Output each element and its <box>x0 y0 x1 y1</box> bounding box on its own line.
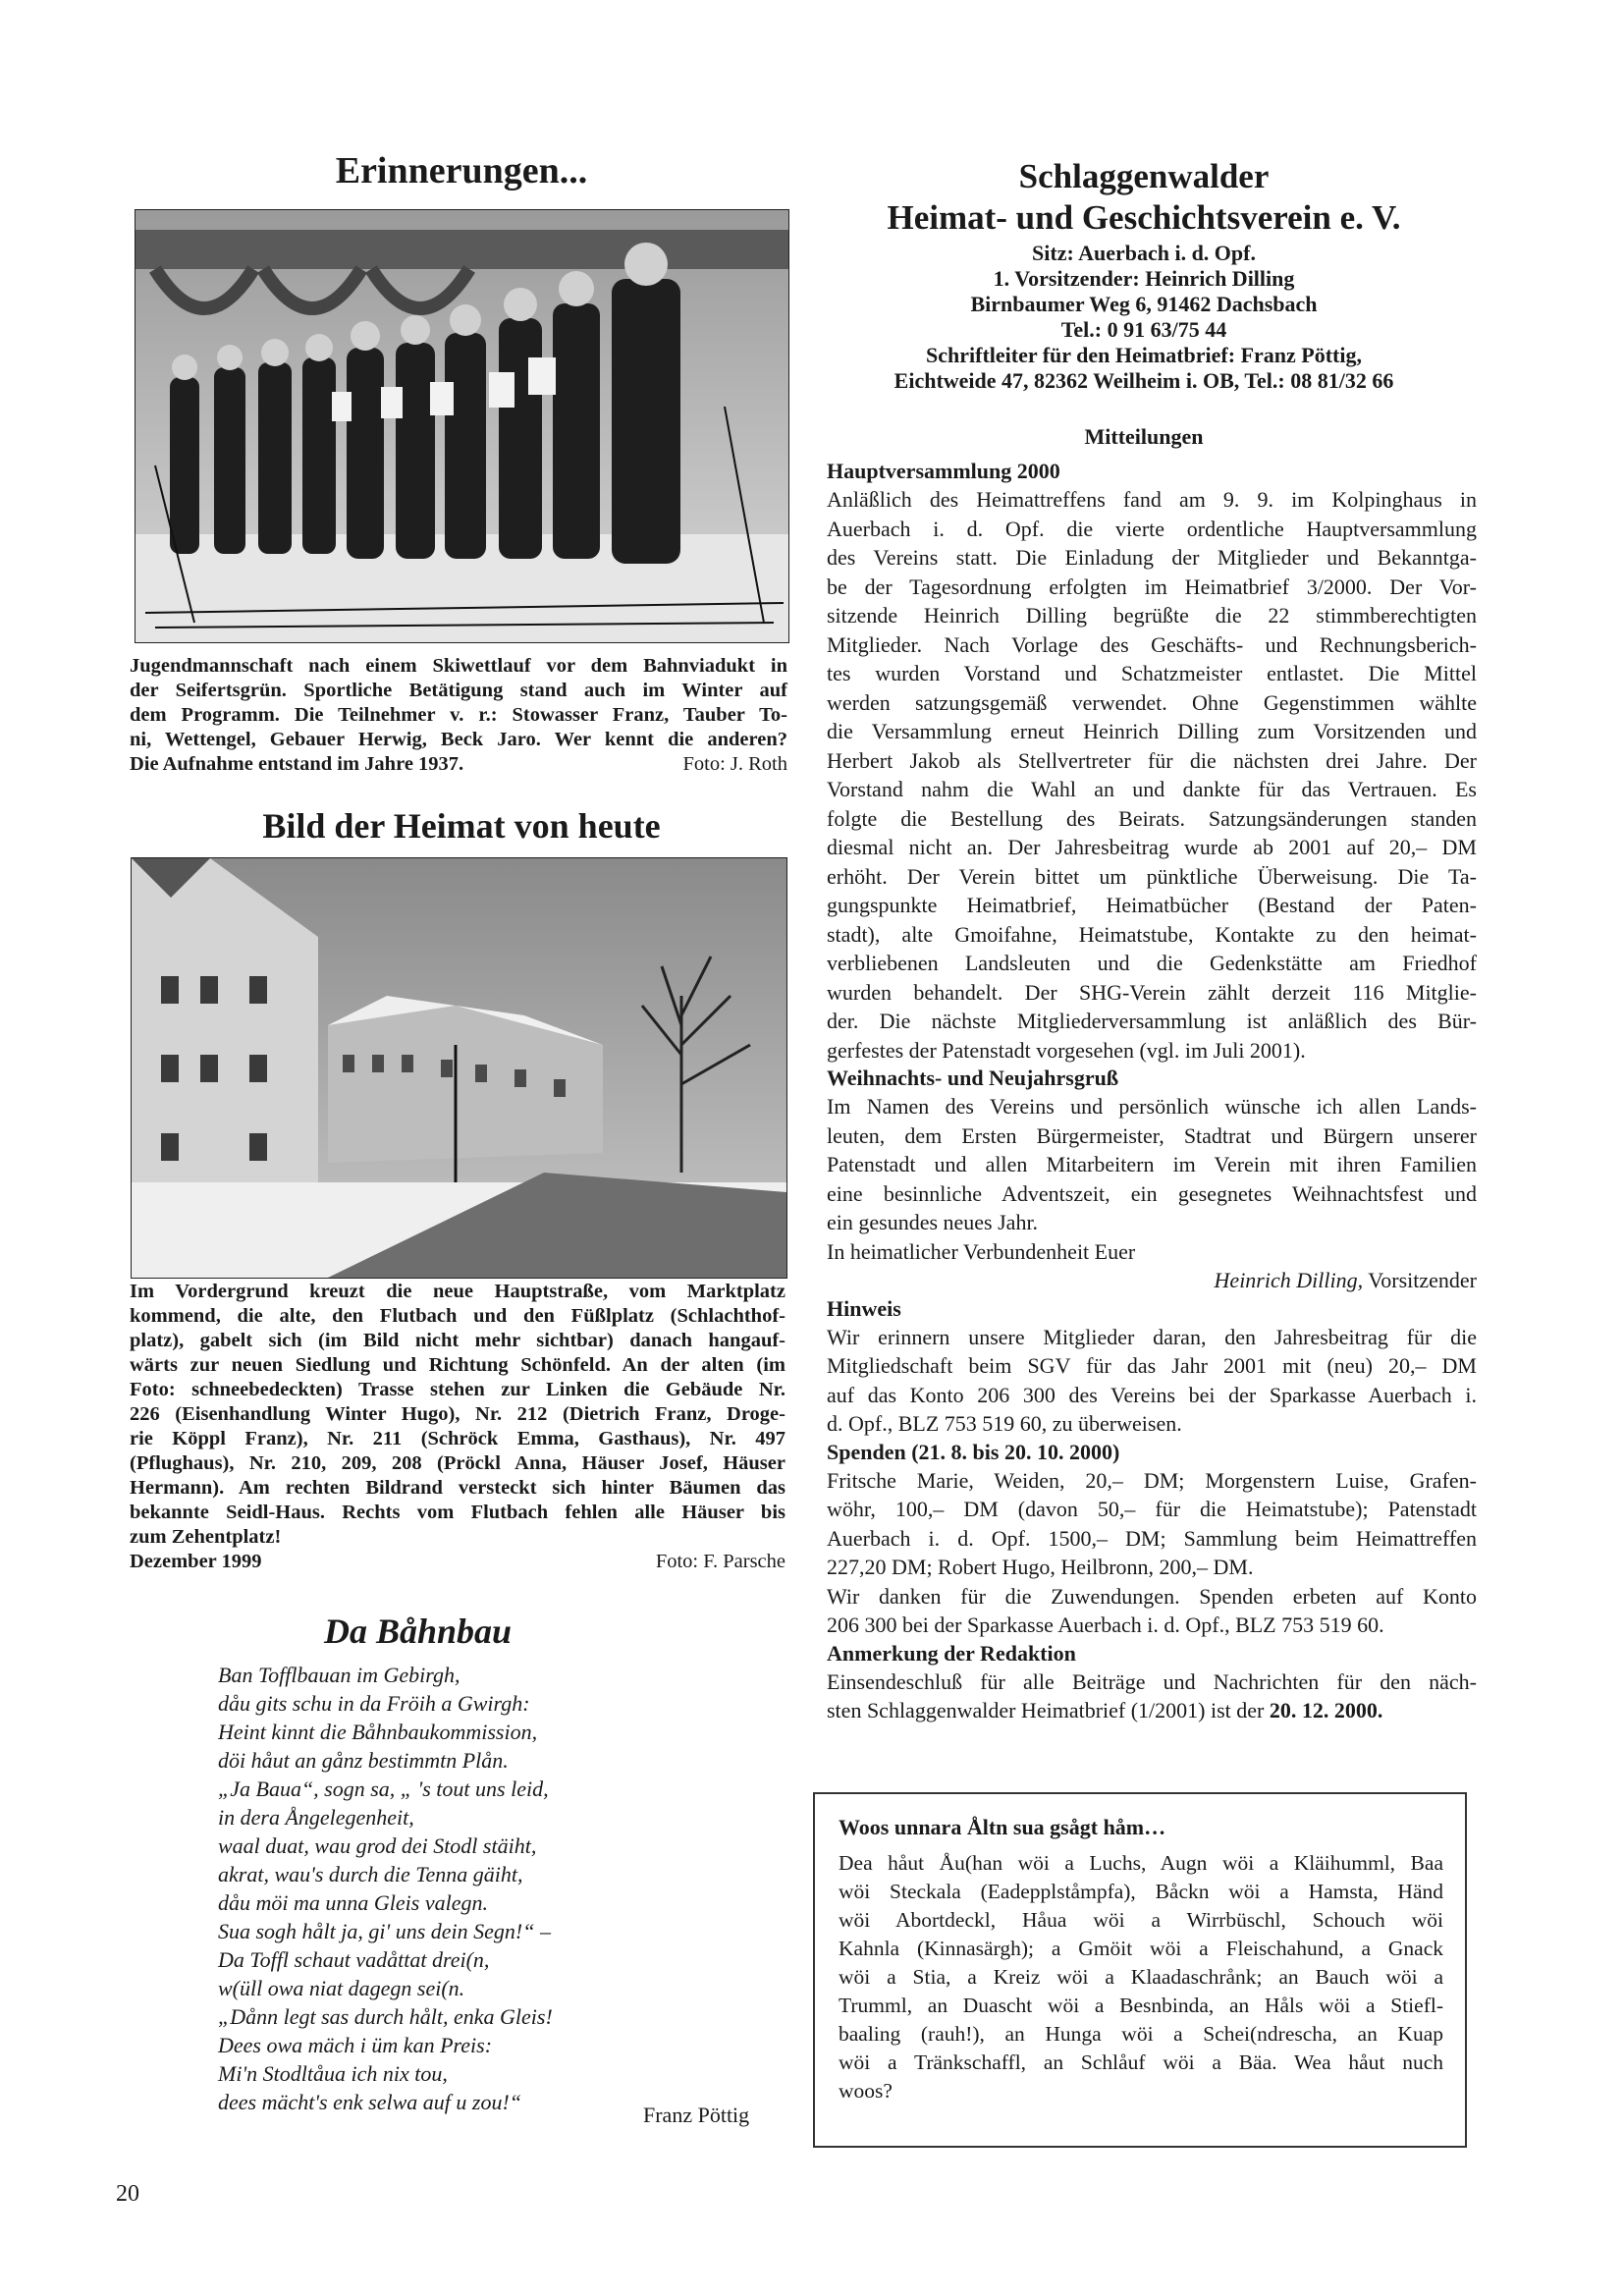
poem-line: „Ja Baua“, sogn sa, „ 's tout uns leid, <box>218 1777 549 1801</box>
body-line: wöhr, 100,– DM (davon 50,– für die Heimatstube); Patenstadt <box>827 1497 1477 1521</box>
body-line: 227,20 DM; Robert Hugo, Heilbronn, 200,– DM. <box>827 1555 1254 1579</box>
contact-line: Tel.: 0 91 63/75 44 <box>1060 317 1227 342</box>
box-line: wöi a Stia, a Kreiz wöi a Klaadaschrånk; an Bauch wöi a <box>839 1965 1443 1989</box>
contact-line: Schriftleiter für den Heimatbrief: Franz Pöttig, <box>926 343 1362 367</box>
section-heading-anmerkung: Anmerkung der Redaktion <box>827 1640 1076 1666</box>
sayings-box <box>813 1792 1467 2148</box>
caption-line: Hermann). Am rechten Bildrand versteckt sich hinter Bäumen das <box>130 1477 785 1499</box>
body-line: Einsendeschluß für alle Beiträge und Nachrichten für den näch- <box>827 1668 1477 1694</box>
caption-line: rie Köppl Franz), Nr. 211 (Schröck Emma, Gasthaus), Nr. 497 <box>130 1428 785 1449</box>
box-line: wöi Steckala (Eadepplståmpfa), Båckn wöi a Hamsta, Händ <box>839 1880 1443 1903</box>
signer-name: Heinrich Dilling, <box>1214 1268 1364 1292</box>
photo-date: Dezember 1999 <box>130 1551 262 1572</box>
body-line: Wir erinnern unsere Mitglieder daran, den Jahresbeitrag für die <box>827 1324 1477 1349</box>
poem-title: Da Båhnbau <box>324 1612 513 1651</box>
caption-line: dem Programm. Die Teilnehmer v. r.: Stowasser Franz, Tauber To- <box>130 704 787 726</box>
poem-line: in dera Ångelegenheit, <box>218 1805 414 1830</box>
caption-line: wärts zur neuen Siedlung und Richtung Schönfeld. An der alten (im <box>130 1354 785 1376</box>
caption-line <box>130 752 787 777</box>
section-heading-hauptversammlung: Hauptversammlung 2000 <box>827 459 1060 483</box>
deadline-date: 20. 12. 2000. <box>1269 1698 1383 1722</box>
body-line: gerfestes der Patenstadt vorgesehen (vgl. im Juli 2001). <box>827 1037 1306 1063</box>
body-line: werden satzungsgemäß verwendet. Ohne Gegenstimmen wählte <box>827 689 1477 715</box>
body-line: Herbert Jakob als Stellvertreter für die nächsten drei Jahre. Der <box>827 747 1477 773</box>
body-line: wurden behandelt. Der SHG-Verein zählt derzeit 116 Mitglie- <box>827 979 1477 1005</box>
caption-line: 226 (Eisenhandlung Winter Hugo), Nr. 212 (Dietrich Franz, Droge- <box>130 1403 785 1425</box>
box-line: Kahnla (Kinnasärgh); a Gmöit wöi a Fleischahund, a Gnack <box>839 1937 1443 1960</box>
body-line: gungspunkte Heimatbrief, Heimatbücher (Bestand der Paten- <box>827 893 1477 917</box>
greeting-line: In heimatlicher Verbundenheit Euer <box>827 1238 1136 1264</box>
deadline-text: sten Schlaggenwalder Heimatbrief (1/2001) ist der <box>827 1698 1265 1722</box>
body-line: ein gesundes neues Jahr. <box>827 1210 1039 1234</box>
body-line: 206 300 bei der Sparkasse Auerbach i. d. Opf., BLZ 753 519 60. <box>827 1613 1384 1637</box>
caption-last-line: Die Aufnahme entstand im Jahre 1937. <box>130 753 464 775</box>
caption-line: bekannte Seidl-Haus. Rechts vom Flutbach fehlen alle Häuser bis <box>130 1502 785 1523</box>
caption-line <box>130 1550 785 1574</box>
poem-line: Heint kinnt die Båhnbaukommission, <box>218 1720 538 1744</box>
body-line: Mitglieder. Nach Vorlage des Geschäfts- und Rechnungsberich- <box>827 631 1477 657</box>
association-name: Schlaggenwalder <box>1018 157 1270 195</box>
body-line: auf das Konto 206 300 des Vereins bei der Sparkasse Auerbach i. <box>827 1382 1477 1407</box>
body-line: Patenstadt und allen Mitarbeitern im Verein mit ihren Familien <box>827 1152 1477 1176</box>
body-line <box>827 1696 1477 1725</box>
section-label-mitteilungen: Mitteilungen <box>1084 424 1204 449</box>
article-title-erinnerungen: Erinnerungen... <box>335 150 588 191</box>
poem-line: w(üll owa niat dagegn sei(n. <box>218 1976 465 2000</box>
body-line: Wir danken für die Zuwendungen. Spenden erbeten auf Konto <box>827 1583 1477 1609</box>
poem-author: Franz Pöttig <box>643 2103 750 2127</box>
section-heading-hinweis: Hinweis <box>827 1295 901 1321</box>
body-line: Vorstand nahm die Wahl an und dankte für das Vertrauen. Es <box>827 777 1477 801</box>
body-line: der. Die nächste Mitgliederversammlung ist anläßlich des Bür- <box>827 1009 1477 1033</box>
box-line: wöi Abortdeckl, Håua wöi a Wirrbüschl, Schouch wöi <box>839 1908 1443 1932</box>
body-line: be der Tagesordnung erfolgten im Heimatbrief 3/2000. Der Vor- <box>827 574 1477 599</box>
poem <box>218 1661 650 2116</box>
box-line: baaling (rauh!), an Hunga wöi a Schei(ndrescha, an Kuap <box>839 2022 1443 2046</box>
box-line: wöi a Tränkschaffl, an Schlåuf wöi a Bäa. Wea håut nuch <box>839 2050 1443 2074</box>
section-heading-spenden: Spenden (21. 8. bis 20. 10. 2000) <box>827 1439 1120 1464</box>
poem-line: dees mächt's enk selwa auf u zou!“ <box>218 2090 521 2114</box>
poem-line: „Dånn legt sas durch hålt, enka Gleis! <box>218 2004 553 2029</box>
caption-line: Foto: schneebedeckten) Trasse stehen zur Linken die Gebäude Nr. <box>130 1379 785 1400</box>
poem-line: waal duat, wau grod dei Stodl stäiht, <box>218 1833 537 1858</box>
body-line: stadt), alte Gmoifahne, Heimatstube, Kontakte zu den heimat- <box>827 921 1477 947</box>
caption-line: ni, Wettengel, Gebauer Herwig, Beck Jaro. Wer kennt die anderen? <box>130 729 787 750</box>
box-line: Dea håut Åu(han wöi a Luchs, Augn wöi a Kläihumml, Baa <box>839 1851 1443 1875</box>
body-line: d. Opf., BLZ 753 519 60, zu überweisen. <box>827 1411 1182 1436</box>
body-line: leuten, dem Ersten Bürgermeister, Stadtrat und Bürgern unserer <box>827 1122 1477 1148</box>
body-line: Mitgliedschaft beim SGV für das Jahr 2001 mit (neu) 20,– DM <box>827 1353 1477 1378</box>
sayings-box-title: Woos unnara Åltn sua gsågt håm… <box>839 1815 1166 1839</box>
contact-line: Sitz: Auerbach i. d. Opf. <box>1032 241 1256 265</box>
poem-line: dåu gits schu in da Fröih a Gwirgh: <box>218 1691 530 1716</box>
body-line: diesmal nicht an. Der Jahresbeitrag wurde ab 2001 auf 20,– DM <box>827 835 1477 859</box>
caption-line: Im Vordergrund kreuzt die neue Hauptstraße, vom Marktplatz <box>130 1281 785 1302</box>
box-line: woos? <box>839 2079 893 2103</box>
contact-line: Birnbaumer Weg 6, 91462 Dachsbach <box>970 292 1318 316</box>
body-line: eine besinnliche Adventszeit, ein gesegnetes Weihnachtsfest und <box>827 1180 1477 1206</box>
poem-line: Ban Tofflbauan im Gebirgh, <box>218 1663 460 1687</box>
caption-line: (Pflughaus), Nr. 210, 209, 208 (Pröckl Anna, Häuser Josef, Häuser <box>130 1452 785 1474</box>
body-line: folgte die Bestellung des Beirats. Satzungsänderungen standen <box>827 805 1477 831</box>
poem-line: dåu möi ma unna Gleis valegn. <box>218 1890 488 1915</box>
body-line: Anläßlich des Heimattreffens fand am 9. 9. im Kolpinghaus in <box>827 487 1477 512</box>
caption-line: zum Zehentplatz! <box>130 1526 282 1548</box>
photo-caption-village <box>130 1280 785 1574</box>
body-line: Im Namen des Vereins und persönlich wünsche ich allen Lands- <box>827 1094 1477 1119</box>
contact-line: Eichtweide 47, 82362 Weilheim i. OB, Tel.: 08 81/32 66 <box>893 368 1394 393</box>
page-number: 20 <box>116 2181 139 2207</box>
body-line: verbliebenen Landsleuten und die Gedenkstätte am Friedhof <box>827 951 1477 975</box>
body-line: Auerbach i. d. Opf. die vierte ordentliche Hauptversammlung <box>827 516 1477 541</box>
body-line: des Vereins statt. Die Einladung der Mitglieder und Bekanntga- <box>827 545 1477 570</box>
section-heading-weihnachtsgruss: Weihnachts- und Neujahrsgruß <box>827 1066 1119 1090</box>
body-line: Fritsche Marie, Weiden, 20,– DM; Morgenstern Luise, Grafen- <box>827 1467 1477 1493</box>
body-line: erhöht. Der Verein bittet um pünktliche Überweisung. Die Ta- <box>827 863 1477 889</box>
poem-line: Dees owa mäch i üm kan Preis: <box>218 2033 493 2057</box>
news-column <box>827 458 1477 1725</box>
article-title-bild-der-heimat: Bild der Heimat von heute <box>262 806 661 846</box>
box-line: Trumml, an Duascht wöi a Besnbinda, an Håls wöi a Stiefl- <box>839 1994 1443 2017</box>
caption-line: Jugendmannschaft nach einem Skiwettlauf vor dem Bahnviadukt in <box>130 655 787 677</box>
photo-credit: Foto: J. Roth <box>682 753 787 775</box>
caption-line: kommend, die alte, den Flutbach und den Füßlplatz (Schlachthof- <box>130 1305 785 1327</box>
poem-line: Mi'n Stodltåua ich nix tou, <box>218 2061 448 2086</box>
caption-line: der Seifertsgrün. Sportliche Betätigung stand auch im Winter auf <box>130 680 787 701</box>
village-street-photo <box>131 857 787 1279</box>
poem-line: Sua sogh hålt ja, gi' uns dein Segn!“ – <box>218 1919 551 1943</box>
body-line: Auerbach i. d. Opf. 1500,– DM; Sammlung beim Heimattreffen <box>827 1525 1477 1551</box>
contact-line: 1. Vorsitzender: Heinrich Dilling <box>993 266 1295 291</box>
body-line: sitzende Heinrich Dilling begrüßte die 22 stimmberechtigten <box>827 603 1477 628</box>
caption-line: platz), gabelt sich (im Bild nicht mehr sichtbar) danach hangauf- <box>130 1330 785 1351</box>
association-name-line2: Heimat- und Geschichtsverein e. V. <box>887 198 1401 237</box>
association-contact-info <box>825 241 1463 394</box>
signature-line <box>827 1266 1477 1295</box>
photo-credit: Foto: F. Parsche <box>655 1551 785 1572</box>
poem-line: akrat, wau's durch die Tenna gäiht, <box>218 1862 523 1886</box>
signer-role: Vorsitzender <box>1368 1268 1477 1292</box>
body-line: tes wurden Vorstand und Schatzmeister entlastet. Die Mittel <box>827 661 1477 685</box>
poem-line: döi håut an gånz bestimmtn Plån. <box>218 1748 509 1773</box>
poem-line: Da Toffl schaut vadåttat drei(n, <box>218 1947 490 1972</box>
body-line: die Versammlung erneut Heinrich Dilling zum Vorsitzenden und <box>827 719 1477 743</box>
ski-team-photo <box>135 209 789 643</box>
photo-caption-ski-team <box>130 654 787 777</box>
